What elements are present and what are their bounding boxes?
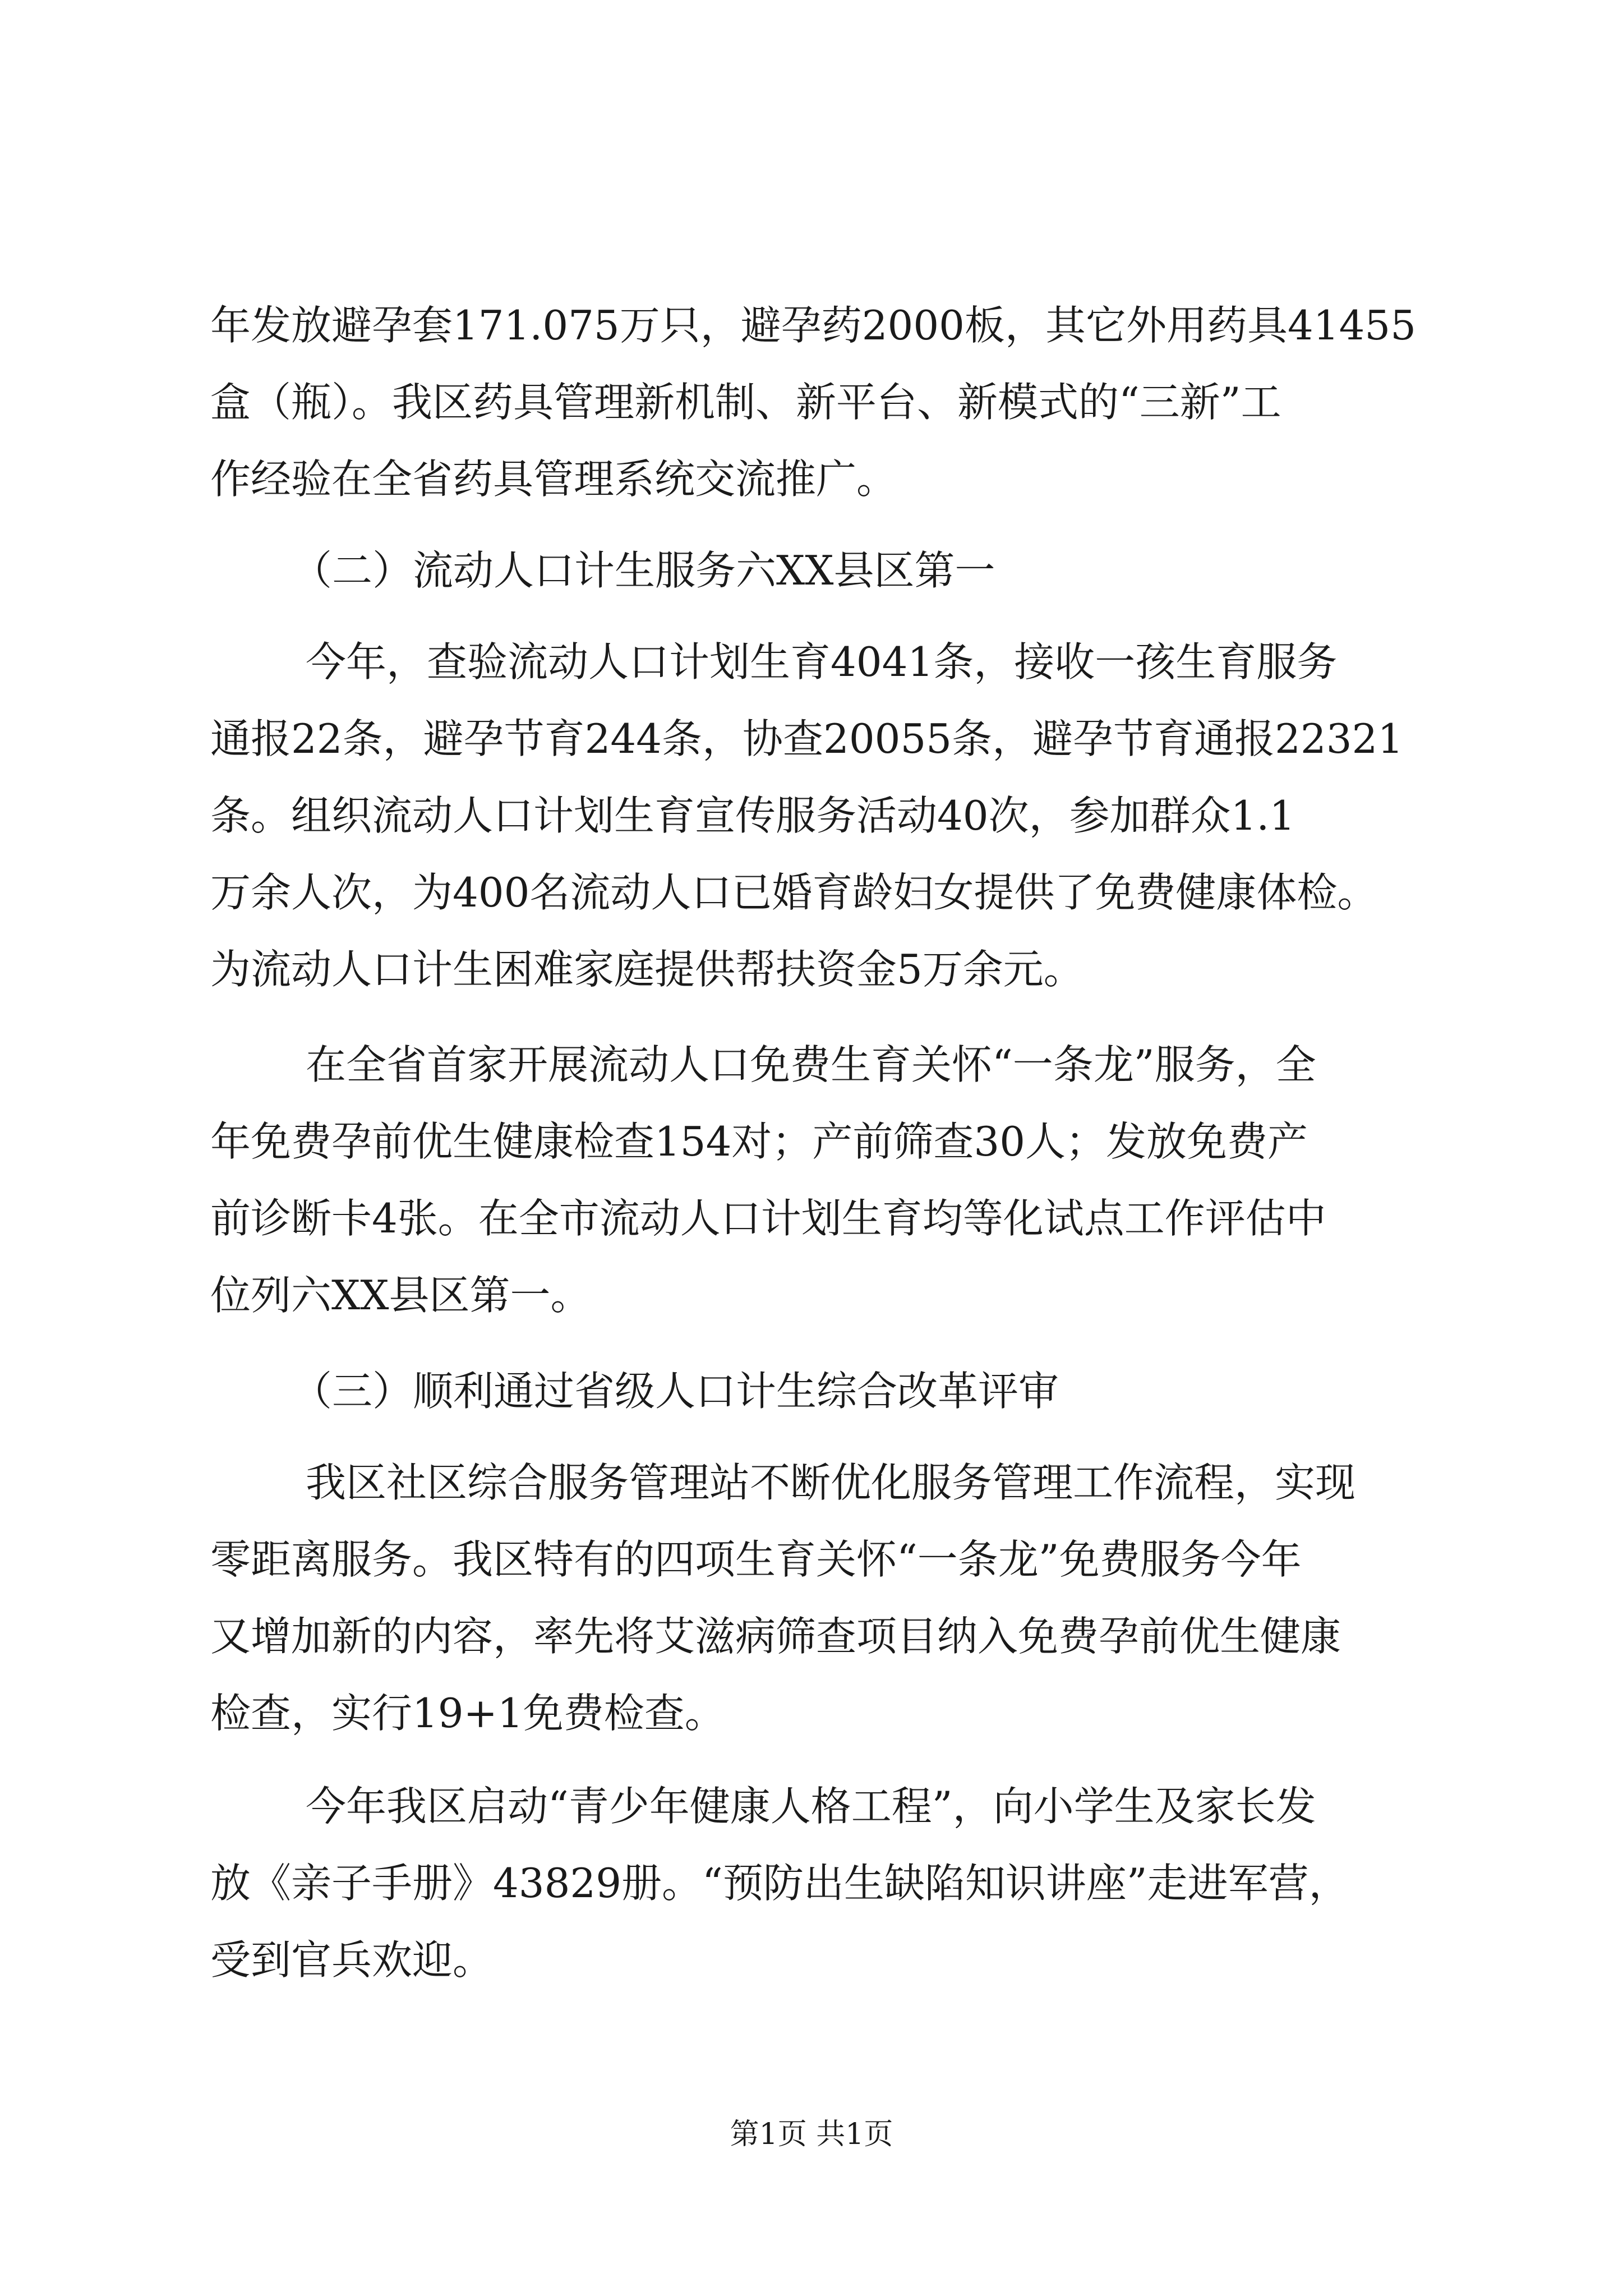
text-line: 作经验在全省药具管理系统交流推广。 xyxy=(210,455,897,503)
text-line: 受到官兵欢迎。 xyxy=(210,1936,494,1984)
text-line: 在全省首家开展流动人口免费生育关怀“一条龙”服务，全 xyxy=(306,1041,1316,1088)
text-line: 又增加新的内容，率先将艾滋病筛查项目纳入免费孕前优生健康 xyxy=(210,1613,1341,1660)
text-line: 今年我区启动“青少年健康人格工程”，向小学生及家长发 xyxy=(306,1783,1316,1830)
page-footer: 第1页 共1页 xyxy=(730,2118,893,2151)
text-line: 盒（瓶）。我区药具管理新机制、新平台、新模式的“三新”工 xyxy=(210,379,1281,426)
text-line: 前诊断卡4张。在全市流动人口计划生育均等化试点工作评估中 xyxy=(210,1195,1326,1242)
text-line: 年免费孕前优生健康检查154对；产前筛查30人；发放免费产 xyxy=(210,1118,1308,1165)
text-line: 万余人次，为400名流动人口已婚育龄妇女提供了免费健康体检。 xyxy=(210,869,1378,916)
text-line: 通报22条，避孕节育244条，协查20055条，避孕节育通报22321 xyxy=(210,715,1404,762)
text-line: 检查，实行19+1免费检查。 xyxy=(210,1690,725,1737)
text-line: 我区社区综合服务管理站不断优化服务管理工作流程，实现 xyxy=(306,1459,1356,1506)
section-heading: （三）顺利通过省级人口计生综合改革评审 xyxy=(292,1368,1059,1415)
text-line: 年发放避孕套171.075万只，避孕药2000板，其它外用药具41455 xyxy=(210,302,1417,349)
text-line: 零距离服务。我区特有的四项生育关怀“一条龙”免费服务今年 xyxy=(210,1536,1302,1583)
text-line: 为流动人口计生困难家庭提供帮扶资金5万余元。 xyxy=(210,946,1084,993)
text-line: 条。组织流动人口计划生育宣传服务活动40次，参加群众1.1 xyxy=(210,792,1295,839)
section-heading: （二）流动人口计生服务六XX县区第一 xyxy=(292,547,995,594)
text-line: 今年，查验流动人口计划生育4041条，接收一孩生育服务 xyxy=(306,638,1338,685)
text-line: 放《亲子手册》43829册。“预防出生缺陷知识讲座”走进军营， xyxy=(210,1860,1349,1907)
text-line: 位列六XX县区第一。 xyxy=(210,1272,591,1319)
